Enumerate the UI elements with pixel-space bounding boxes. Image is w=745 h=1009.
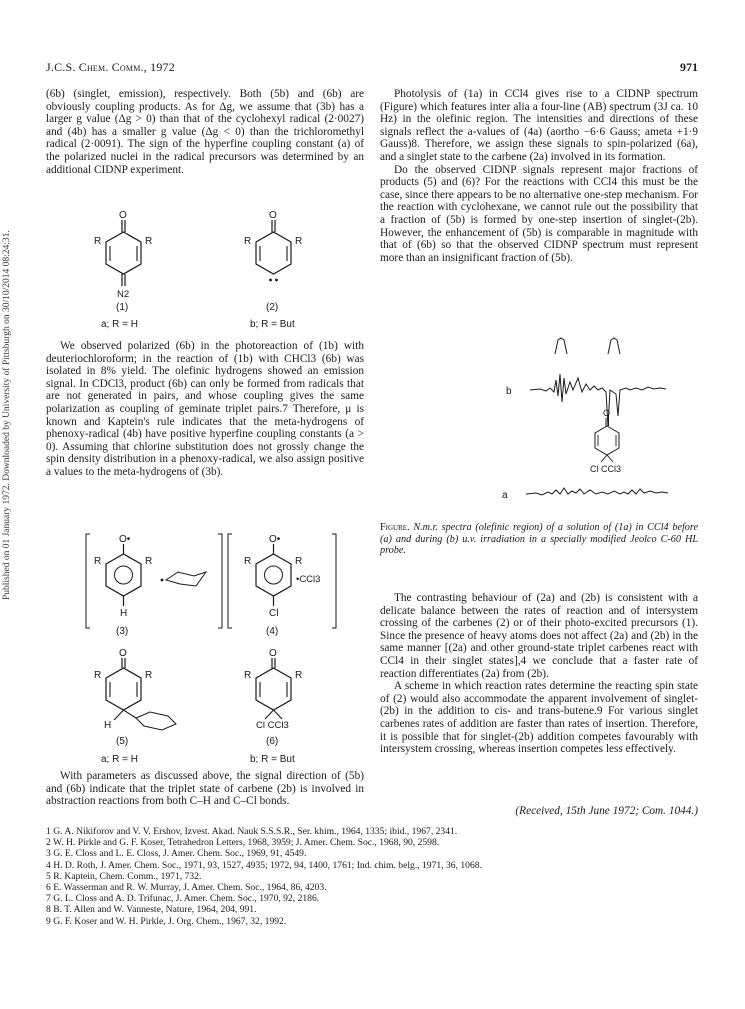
figure-caption-label: Figure.	[380, 522, 410, 533]
right-paragraphs-3-4: The contrasting behaviour of (2a) and (2b) is consistent with a delicate balance between the rates of reaction and of intersystem crossing of the carbenes (2) or of their photo-excited precursors (1). Since the presence of heavy atoms does not affect (2a) and (2b) in the same manner [(2a) and other ground-state triplet carbenes react with CCl4 in their singlet states],4 we conclude that a faster rate of reaction differentiates (2a) from (2b). A scheme in which reaction rates determine the reacting spin state of (2) would also accommodate the apparent involvement of singlet-(2b) in the addition to cis- and trans-butene.9 For various singlet carbenes rates of addition are faster than rates of insertion. Therefore, it is possible that for singlet-(2b) addition competes favourably with intersystem crossing, whereas insertion competes less effectively.	[380, 592, 698, 756]
figure-caption-text: N.m.r. spectra (olefinic region) of a solution of (1a) in CCl4 before (a) and during (b) u.v. irradiation in a specially modified Jeolco C-60 HL probe.	[380, 522, 698, 557]
s6-oxygen: O	[269, 648, 277, 659]
s4-chlorine: Cl	[269, 608, 279, 619]
s2-oxygen: O	[269, 210, 277, 221]
s1-r-left: R	[94, 236, 102, 247]
s5-label: (5)	[116, 736, 129, 747]
scheme-structures-3-4	[46, 530, 364, 642]
s1-r-right: R	[145, 236, 153, 247]
definition-a: a; R = H	[101, 319, 138, 330]
scheme-structures-5-6	[46, 646, 364, 765]
s2-r-left: R	[244, 236, 252, 247]
s3-label: (3)	[116, 626, 129, 637]
s5-r-left: R	[94, 670, 102, 681]
s2-label: (2)	[266, 302, 279, 313]
structure-6	[244, 648, 302, 747]
received-line: (Received, 15th June 1972; Com. 1044.)	[515, 805, 698, 817]
s4-ccl3-radical: •CCl3	[296, 574, 321, 585]
left-paragraph-2: We observed polarized (6b) in the photoreaction of (1b) with deuteriochloroform; in the reaction of (1b) with CHCl3 (6b) was isolated in 8% yield. The olefinic hydrogens showed an emission signal. In CDCl3, product (6b) can only be formed from radicals that are not generated in pairs, and whose coupling gives the same polarization as coupling of geminate triplet pairs.7 Therefore, μ is known and Kaptein's rule indicates that the meta-hydrogens of phenoxy-radical (4b) have positive hyperfine coupling constants (a > 0). Assuming that chlorine substitution does not grossly change the spin density distribution in a phenoxy-radical, we also assign positive a values to the meta-hydrogens of (3b).	[46, 340, 364, 478]
definition-b-2: b; R = But	[250, 754, 295, 765]
s2-r-right: R	[295, 236, 303, 247]
trace-a-label: a	[502, 490, 508, 501]
reference-item: 8 B. T. Allen and W. Vanneste, Nature, 1964, 204, 991.	[46, 904, 257, 916]
reference-item: 6 E. Wasserman and R. W. Murray, J. Amer. Chem. Soc., 1964, 86, 4203.	[46, 882, 327, 894]
s3-r-left: R	[94, 556, 102, 567]
s4-oxygen-radical: O•	[269, 534, 281, 545]
s1-n2: N2	[117, 289, 130, 300]
definition-a-2: a; R = H	[101, 754, 138, 765]
structure-5	[94, 648, 176, 747]
reference-item: 5 R. Kaptein, Chem. Comm., 1971, 732.	[46, 870, 202, 882]
reference-item: 4 H. D. Roth, J. Amer. Chem. Soc., 1971, 93, 1527, 4935; 1972, 94, 1400, 1761; Ind. chim. belg., 1971, 36, 1068.	[46, 859, 482, 871]
inset-substituents: Cl CCl3	[590, 464, 622, 474]
journal-title: J.C.S. Chem. Comm., 1972	[46, 60, 175, 74]
trace-b	[530, 374, 666, 426]
inset-structure-6a	[590, 408, 621, 474]
page-number: 971	[680, 60, 698, 74]
figure-caption	[380, 522, 698, 557]
page-header	[46, 60, 698, 76]
s3-hydrogen: H	[120, 608, 128, 619]
s4-label: (4)	[266, 626, 279, 637]
left-paragraph-1: (6b) (singlet, emission), respectively. Both (5b) and (6b) are obviously coupling products. As for Δg, we assume that (3b) has a larger g value (Δg > 0) than that of the cyclohexyl radical (2·0027) and (4b) has a smaller g value (Δg < 0) than the trichloromethyl radical (2·0091). The sign of the hyperfine coupling constant (a) of the polarized nuclei in the radical precursors was determined by an additional CIDNP experiment.	[46, 88, 364, 176]
s1-label: (1)	[116, 302, 129, 313]
left-paragraph-3: With parameters as discussed above, the signal direction of (5b) and (6b) indicate that the triplet state of carbene (2b) is involved in abstraction reactions from both C–H and C–Cl bonds.	[46, 770, 364, 808]
reference-item: 1 G. A. Nikiforov and V. V. Ershov, Izvest. Akad. Nauk S.S.S.R., Ser. khim., 1964, 1335; ibid., 1967, 2341.	[46, 826, 458, 837]
scheme-structures-1-2	[46, 206, 364, 336]
nmr-spectrum-figure	[380, 332, 698, 512]
s4-r-left: R	[244, 556, 252, 567]
definition-b: b; R = But	[250, 319, 295, 330]
right-paragraphs-1-2: Photolysis of (1a) in CCl4 gives rise to a CIDNP spectrum (Figure) which features inter alia a four-line (AB) spectrum (3J ca. 10 Hz) in the olefinic region. The intensities and directions of these signals reflect the a-values of (4a) (aortho −6·6 Gauss; ameta +1·9 Gauss)8. Therefore, we assign these signals to spin-polarized (6a), and a singlet state to the carbene (2a) involved in its formation. Do the observed CIDNP signals represent major fractions of products (5) and (6)? For the reactions with CCl4 this must be the case, since there appears to be no alternative one-step mechanism. For the reaction with cyclohexane, we cannot rule out the possibility that a fraction of (5b) is formed by one-step insertion of singlet-(2b). However, the enhancement of (5b) is comparable in magnitude with that of (6b) so that the observed CIDNP spectrum must represent more than an insignificant fraction of (5b).	[380, 88, 698, 264]
trace-b-label: b	[506, 386, 512, 397]
s3-oxygen-radical: O•	[119, 534, 131, 545]
reference-item: 9 G. F. Koser and W. H. Pirkle, J. Org. Chem., 1967, 32, 1992.	[46, 915, 287, 927]
s6-substituents: Cl CCl3	[256, 720, 289, 731]
s4-r-right: R	[295, 556, 303, 567]
reference-item: 3 G. E. Closs and L. E. Closs, J. Amer. Chem. Soc., 1969, 91, 4549.	[46, 848, 307, 860]
s6-r-left: R	[244, 670, 252, 681]
s6-label: (6)	[266, 736, 279, 747]
structure-2	[244, 210, 302, 313]
s6-r-right: R	[295, 670, 303, 681]
reference-item: 7 G. L. Closs and A. D. Trifunac, J. Amer. Chem. Soc., 1970, 92, 2186.	[46, 893, 320, 905]
s5-r-right: R	[145, 670, 153, 681]
s3-r-right: R	[145, 556, 153, 567]
structure-1	[94, 210, 152, 313]
s5-hydrogen: H	[104, 720, 112, 731]
s1-oxygen: O	[119, 210, 127, 221]
download-watermark: Published on 01 January 1972. Downloaded by University of Pittsburgh on 30/10/2014 08:24:31.	[2, 230, 12, 600]
structure-3	[94, 534, 206, 637]
s5-oxygen: O	[119, 648, 127, 659]
reference-item: 2 W. H. Pirkle and G. F. Koser, Tetrahedron Letters, 1968, 3959; J. Amer. Chem. Soc., 1968, 90, 2598.	[46, 837, 440, 849]
structure-4	[244, 534, 320, 637]
trace-a	[526, 488, 668, 495]
references-list	[46, 826, 698, 927]
inset-oxygen: O	[603, 408, 611, 418]
